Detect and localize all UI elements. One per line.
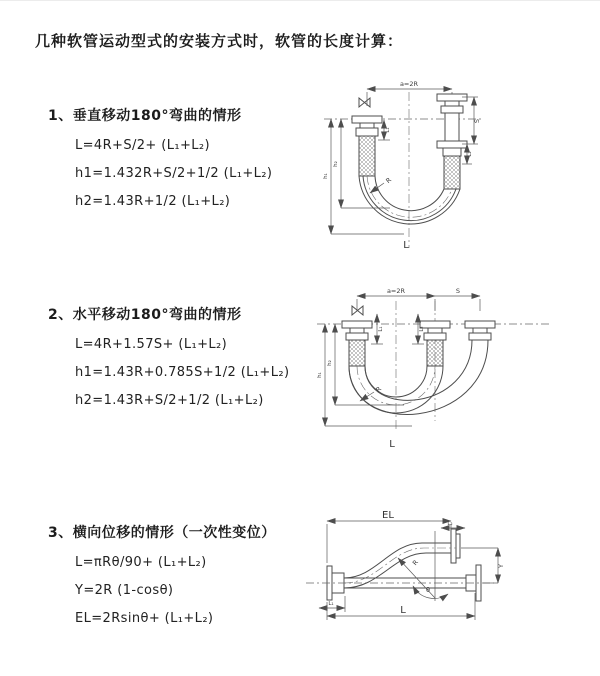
left-end-fitting — [352, 116, 382, 176]
dim-label-l2: L₂ — [467, 151, 473, 157]
formula-y: Y=2R (1-cosθ) — [75, 583, 174, 598]
formula-l: L=πRθ/90+ (L₁+L₂) — [75, 555, 207, 570]
dim-label-a2r: a=2R — [399, 80, 419, 88]
formula-h1: h1=1.43R+0.785S+1/2 (L₁+L₂) — [75, 365, 290, 380]
radius-callout — [370, 176, 393, 193]
dim-label-r: R — [410, 558, 420, 568]
hose-braid — [427, 340, 443, 366]
angle-construction — [398, 531, 448, 601]
dim-label-h1: h₁ — [317, 372, 323, 378]
hose-braid — [444, 156, 460, 189]
formula-el: EL=2Rsinθ+ (L₁+L₂) — [75, 611, 214, 626]
section-lateral-displacement — [48, 522, 318, 626]
diagram-vertical-180-bend — [312, 76, 590, 258]
section-3-heading: 3、横向位移的情形（一次性变位） — [48, 525, 276, 541]
dim-label-r: R — [374, 384, 384, 394]
right-end-fitting — [437, 94, 467, 189]
dim-label-l2: L₂ — [419, 326, 425, 332]
dim-label-a2r: a=2R — [386, 287, 406, 295]
dim-label-theta: θ — [426, 586, 430, 594]
page-title: 几种软管运动型式的安装方式时，软管的长度计算： — [35, 32, 404, 51]
valve-icon — [352, 306, 363, 315]
formula-h1: h1=1.432R+S/2+1/2 (L₁+L₂) — [75, 166, 273, 181]
hose-s-curve — [344, 543, 456, 588]
shifted-end-fitting — [465, 321, 495, 340]
dim-label-el: EL — [382, 510, 394, 521]
dim-label-l1: L₁ — [385, 127, 391, 133]
section-horizontal-bend — [48, 304, 318, 408]
dim-label-s: S — [473, 118, 481, 124]
dim-label-l2: L₂ — [447, 521, 453, 527]
dim-label-h2: h₂ — [333, 161, 339, 167]
formula-h2: h2=1.43R+S/2+1/2 (L₁+L₂) — [75, 393, 264, 408]
dimension-l2 — [412, 314, 425, 344]
dim-label-l: L — [389, 439, 395, 450]
dim-label-l: L — [403, 240, 409, 251]
dimension-s — [462, 97, 481, 144]
dimension-el — [327, 510, 451, 563]
formula-l: L=4R+1.57S+ (L₁+L₂) — [75, 337, 228, 352]
hose-braid — [359, 136, 375, 176]
displaced-flange — [451, 529, 460, 563]
dimension-l2 — [441, 521, 465, 528]
dimension-l — [327, 593, 475, 620]
original-position-pipe — [344, 565, 481, 601]
diagram-lateral-displacement — [298, 501, 593, 636]
dim-label-l1: L₁ — [378, 326, 384, 332]
hose-braid — [349, 340, 365, 366]
diagram-horizontal-180-bend — [312, 281, 590, 456]
valve-icon — [359, 98, 370, 107]
dim-label-y: Y — [497, 564, 505, 568]
formula-h2: h2=1.43R+1/2 (L₁+L₂) — [75, 194, 231, 209]
section-vertical-bend — [48, 105, 318, 209]
dim-label-r: R — [384, 175, 394, 185]
dimension-top-span — [357, 287, 480, 311]
left-end-fitting — [342, 321, 372, 366]
section-1-heading: 1、垂直移动180°弯曲的情形 — [48, 108, 242, 124]
hose-u-curve-displaced — [349, 340, 488, 414]
dim-label-h1: h₁ — [323, 173, 329, 179]
formula-l: L=4R+S/2+ (L₁+L₂) — [75, 138, 211, 153]
dimension-l1 — [371, 314, 384, 344]
dim-label-l1: L₁ — [328, 601, 334, 607]
dim-label-s: S — [455, 287, 461, 295]
dim-label-l: L — [400, 605, 406, 616]
dim-label-h2: h₂ — [327, 360, 333, 366]
section-2-heading: 2、水平移动180°弯曲的情形 — [48, 307, 242, 323]
